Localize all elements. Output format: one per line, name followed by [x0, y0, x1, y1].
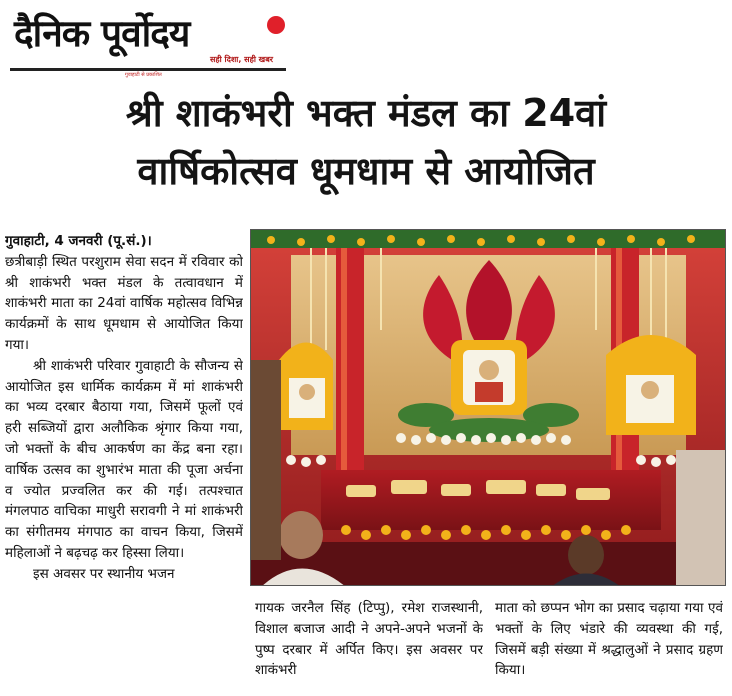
masthead: [10, 4, 290, 78]
headline-line-1: श्री शाकंभरी भक्त मंडल का 24वां: [125, 91, 607, 135]
dateline: [5, 231, 243, 252]
paragraph-3: इस अवसर पर स्थानीय भजन: [33, 565, 175, 582]
article-photo: [250, 229, 726, 586]
article-column-right: [495, 598, 723, 693]
dateline-text: गुवाहाटी, 4 जनवरी (पू.सं.)।: [5, 233, 152, 249]
masthead-logo-dot: [267, 16, 285, 34]
paragraph-col2: गायक जरनैल सिंह (टिप्पु), रमेश राजस्थानी, विशाल बजाज आदी ने अपने-अपने भजनों के पुष्प दरबार में अर्पित किए। इस अवसर पर शाकंभरी: [255, 600, 483, 679]
paragraph-1: छत्रीबाड़ी स्थित परशुराम सेवा सदन में रविवार को श्री शाकंभरी भक्त मंडल के तत्वावधान में शाकंभरी माता का 24वां वार्षिक महोत्सव विभिन्न कार्यक्रमों के साथ धूमधाम से आयोजित किया गया।: [5, 253, 243, 353]
paragraph-col3: माता को छप्पन भोग का प्रसाद चढ़ाया गया एवं भक्तों के लिए भंडारे की व्यवस्था की गई, जिसमें बड़ी संख्या में श्रद्धालुओं ने प्रसाद ग्रहण किया।: [495, 600, 723, 679]
headline: [0, 84, 732, 200]
masthead-subtext: गुवाहाटी से प्रकाशित: [125, 72, 162, 78]
masthead-title: दैनिक पूर्वोदय: [14, 12, 190, 55]
masthead-rule: [10, 68, 286, 71]
masthead-tagline: सही दिशा, सही खबर: [210, 55, 274, 64]
article-column-middle: [255, 598, 483, 693]
shrine-photo-illustration: [251, 230, 726, 586]
headline-line-2: वार्षिकोत्सव धूमधाम से आयोजित: [137, 149, 595, 193]
paragraph-2: श्री शाकंभरी परिवार गुवाहाटी के सौजन्य से आयोजित इस धार्मिक कार्यक्रम में मां शाकंभरी का भव्य दरबार बैठाया गया, जिसमें फूलों एवं हरी सब्जियों द्वारा अलौकिक श्रृंगार किया गया, जो भक्तों के बीच आकर्षण का केंद्र बना रहा। वार्षिक उत्सव का शुभारंभ माता की पूजा अर्चना व ज्योत प्रज्वलित कर की गई। तत्पश्चात मंगलपाठ वाचिका माधुरी सरावगी ने मां शाकंभरी का संगीतमय मंगपाठ का वाचन किया, जिसमें महिलाओं ने बढ़चढ़ कर हिस्सा लिया।: [5, 357, 243, 561]
article-column-left: [5, 231, 243, 691]
